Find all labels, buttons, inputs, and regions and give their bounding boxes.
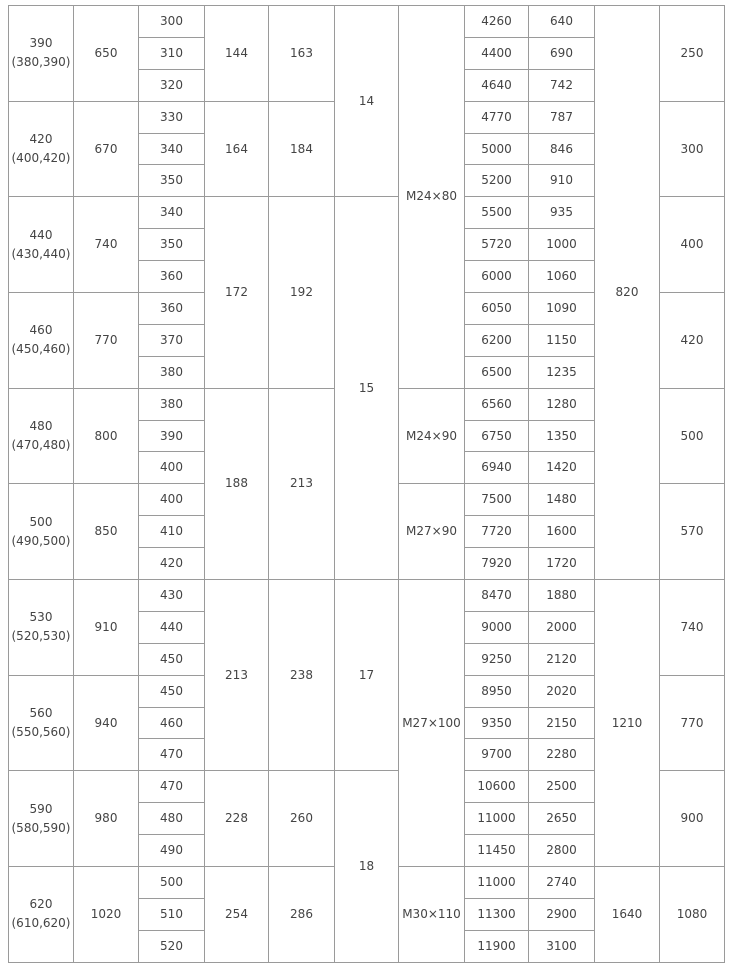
- bolt-cell: M27×90: [399, 484, 465, 580]
- table-cell: 420: [139, 548, 205, 580]
- table-cell: 820: [595, 6, 660, 580]
- table-cell: 172: [205, 197, 269, 388]
- table-cell: 11900: [465, 930, 529, 962]
- table-cell: 1640: [595, 867, 660, 963]
- table-cell: 2150: [529, 707, 595, 739]
- table-cell: 350: [139, 229, 205, 261]
- table-cell: 935: [529, 197, 595, 229]
- table-cell: 640: [529, 6, 595, 38]
- table-cell: 770: [660, 675, 725, 771]
- table-cell: 9250: [465, 643, 529, 675]
- table-cell: 300: [660, 101, 725, 197]
- table-cell: 850: [74, 484, 139, 580]
- table-cell: 10600: [465, 771, 529, 803]
- table-cell: 2000: [529, 611, 595, 643]
- table-row: [9, 6, 725, 38]
- table-cell: 7500: [465, 484, 529, 516]
- table-cell: 430: [139, 580, 205, 612]
- size-cell: 620 (610,620): [9, 867, 74, 963]
- table-cell: 7720: [465, 516, 529, 548]
- table-cell: 260: [269, 771, 335, 867]
- bolt-cell: M30×110: [399, 867, 465, 963]
- table-cell: 470: [139, 771, 205, 803]
- table-cell: 380: [139, 356, 205, 388]
- table-cell: 310: [139, 37, 205, 69]
- table-cell: 900: [660, 771, 725, 867]
- table-cell: 228: [205, 771, 269, 867]
- table-cell: 6560: [465, 388, 529, 420]
- table-cell: 910: [529, 165, 595, 197]
- table-cell: 800: [74, 388, 139, 484]
- size-cell: 460 (450,460): [9, 293, 74, 389]
- table-cell: 5000: [465, 133, 529, 165]
- table-cell: 420: [660, 293, 725, 389]
- size-cell: 500 (490,500): [9, 484, 74, 580]
- table-cell: 2740: [529, 867, 595, 899]
- table-cell: 400: [139, 484, 205, 516]
- table-cell: 4770: [465, 101, 529, 133]
- table-cell: 770: [74, 293, 139, 389]
- table-cell: 11000: [465, 803, 529, 835]
- table-cell: 6050: [465, 293, 529, 325]
- table-cell: 470: [139, 739, 205, 771]
- table-cell: 340: [139, 197, 205, 229]
- table-cell: 320: [139, 69, 205, 101]
- table-cell: 6000: [465, 261, 529, 293]
- table-cell: 400: [139, 452, 205, 484]
- table-cell: 11300: [465, 898, 529, 930]
- table-cell: 1150: [529, 324, 595, 356]
- table-cell: 1000: [529, 229, 595, 261]
- table-cell: 1080: [660, 867, 725, 963]
- table-cell: 440: [139, 611, 205, 643]
- size-cell: 480 (470,480): [9, 388, 74, 484]
- table-cell: 1060: [529, 261, 595, 293]
- table-cell: 490: [139, 835, 205, 867]
- table-cell: 520: [139, 930, 205, 962]
- table-cell: 11450: [465, 835, 529, 867]
- table-cell: 940: [74, 675, 139, 771]
- bolt-cell: M27×100: [399, 580, 465, 867]
- table-cell: 1020: [74, 867, 139, 963]
- table-cell: 8470: [465, 580, 529, 612]
- table-cell: 1210: [595, 580, 660, 867]
- table-cell: 192: [269, 197, 335, 388]
- table-cell: 460: [139, 707, 205, 739]
- table-cell: 8950: [465, 675, 529, 707]
- table-cell: 1600: [529, 516, 595, 548]
- table-cell: 18: [335, 771, 399, 962]
- size-cell: 440 (430,440): [9, 197, 74, 293]
- table-cell: 2500: [529, 771, 595, 803]
- table-cell: 11000: [465, 867, 529, 899]
- table-cell: 500: [660, 388, 725, 484]
- table-cell: 17: [335, 580, 399, 771]
- table-cell: 450: [139, 675, 205, 707]
- table-cell: 510: [139, 898, 205, 930]
- table-cell: 9700: [465, 739, 529, 771]
- table-cell: 7920: [465, 548, 529, 580]
- table-cell: 1235: [529, 356, 595, 388]
- table-cell: 188: [205, 388, 269, 579]
- table-cell: 5200: [465, 165, 529, 197]
- table-cell: 300: [139, 6, 205, 38]
- table-cell: 742: [529, 69, 595, 101]
- table-cell: 6940: [465, 452, 529, 484]
- table-row: [9, 580, 725, 612]
- table-cell: 5720: [465, 229, 529, 261]
- table-cell: 360: [139, 293, 205, 325]
- table-cell: 3100: [529, 930, 595, 962]
- table-cell: 1880: [529, 580, 595, 612]
- table-cell: 14: [335, 6, 399, 197]
- table-cell: 1420: [529, 452, 595, 484]
- table-cell: 350: [139, 165, 205, 197]
- size-cell: 590 (580,590): [9, 771, 74, 867]
- size-cell: 560 (550,560): [9, 675, 74, 771]
- table-cell: 846: [529, 133, 595, 165]
- table-cell: 213: [269, 388, 335, 579]
- table-cell: 6750: [465, 420, 529, 452]
- table-cell: 390: [139, 420, 205, 452]
- table-cell: 650: [74, 6, 139, 102]
- table-cell: 1280: [529, 388, 595, 420]
- table-cell: 500: [139, 867, 205, 899]
- table-cell: 238: [269, 580, 335, 771]
- table-cell: 330: [139, 101, 205, 133]
- table-cell: 4260: [465, 6, 529, 38]
- table-cell: 15: [335, 197, 399, 580]
- table-cell: 740: [660, 580, 725, 676]
- table-cell: 4400: [465, 37, 529, 69]
- table-cell: 690: [529, 37, 595, 69]
- table-cell: 9000: [465, 611, 529, 643]
- table-cell: 380: [139, 388, 205, 420]
- table-cell: 360: [139, 261, 205, 293]
- size-cell: 530 (520,530): [9, 580, 74, 676]
- table-cell: 480: [139, 803, 205, 835]
- table-cell: 2120: [529, 643, 595, 675]
- table-cell: 410: [139, 516, 205, 548]
- bolt-cell: M24×80: [399, 6, 465, 389]
- table-cell: 6500: [465, 356, 529, 388]
- table-cell: 2020: [529, 675, 595, 707]
- spec-table: [8, 5, 725, 963]
- table-cell: 184: [269, 101, 335, 197]
- table-cell: 340: [139, 133, 205, 165]
- table-cell: 1720: [529, 548, 595, 580]
- table-cell: 980: [74, 771, 139, 867]
- size-cell: 390 (380,390): [9, 6, 74, 102]
- table-cell: 9350: [465, 707, 529, 739]
- table-cell: 740: [74, 197, 139, 293]
- table-cell: 1090: [529, 293, 595, 325]
- table-cell: 910: [74, 580, 139, 676]
- table-cell: 2900: [529, 898, 595, 930]
- table-cell: 4640: [465, 69, 529, 101]
- table-cell: 286: [269, 867, 335, 963]
- table-cell: 163: [269, 6, 335, 102]
- table-cell: 2280: [529, 739, 595, 771]
- table-cell: 2800: [529, 835, 595, 867]
- table-cell: 213: [205, 580, 269, 771]
- bolt-cell: M24×90: [399, 388, 465, 484]
- table-cell: 450: [139, 643, 205, 675]
- table-cell: 370: [139, 324, 205, 356]
- table-cell: 2650: [529, 803, 595, 835]
- table-cell: 164: [205, 101, 269, 197]
- table-cell: 5500: [465, 197, 529, 229]
- table-cell: 570: [660, 484, 725, 580]
- table-cell: 1480: [529, 484, 595, 516]
- table-cell: 400: [660, 197, 725, 293]
- table-cell: 250: [660, 6, 725, 102]
- table-cell: 1350: [529, 420, 595, 452]
- table-cell: 787: [529, 101, 595, 133]
- size-cell: 420 (400,420): [9, 101, 74, 197]
- table-cell: 254: [205, 867, 269, 963]
- table-cell: 6200: [465, 324, 529, 356]
- table-cell: 670: [74, 101, 139, 197]
- table-cell: 144: [205, 6, 269, 102]
